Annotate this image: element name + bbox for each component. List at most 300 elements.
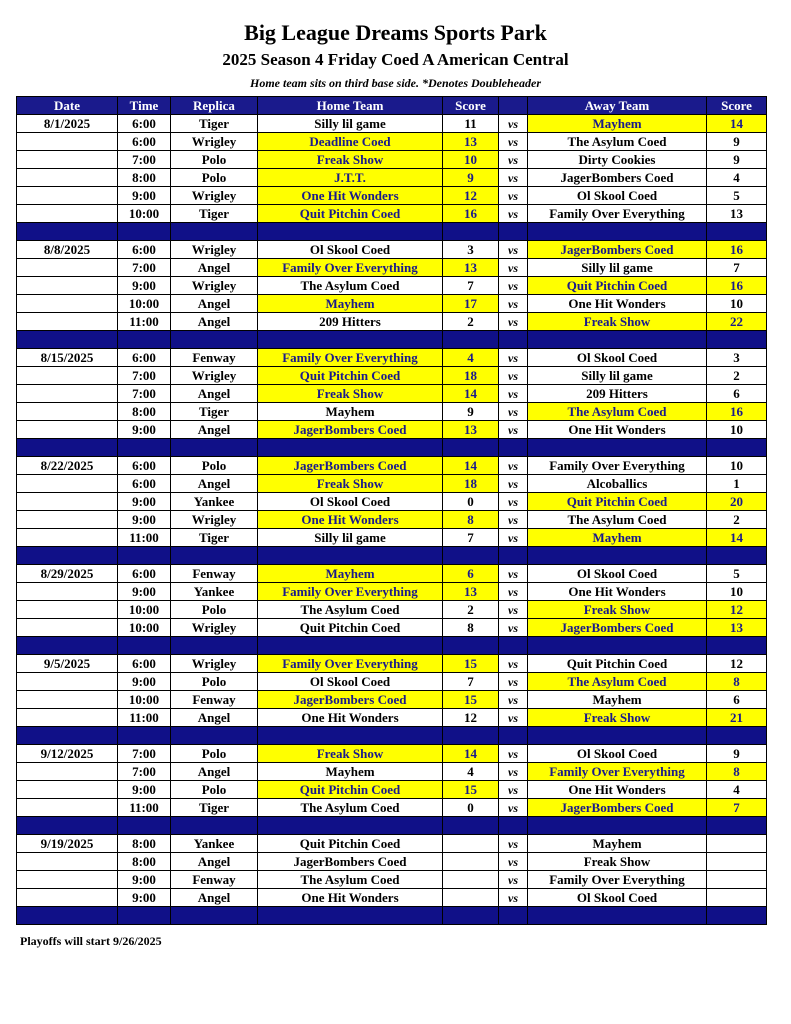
game-replica: Yankee xyxy=(171,583,258,601)
game-time: 7:00 xyxy=(118,367,171,385)
col-header-time: Time xyxy=(118,97,171,115)
col-header-home-team: Home Team xyxy=(258,97,443,115)
home-team: Family Over Everything xyxy=(258,655,443,673)
vs-label: vs xyxy=(499,313,528,331)
table-row xyxy=(17,241,767,259)
away-team: Silly lil game xyxy=(528,367,707,385)
home-score: 14 xyxy=(443,385,499,403)
away-team: Ol Skool Coed xyxy=(528,349,707,367)
separator-cell xyxy=(171,331,258,349)
away-score: 10 xyxy=(707,457,767,475)
home-score: 8 xyxy=(443,619,499,637)
away-score: 8 xyxy=(707,763,767,781)
separator-cell xyxy=(17,637,118,655)
away-team: Dirty Cookies xyxy=(528,151,707,169)
table-row xyxy=(17,673,767,691)
game-date: 8/8/2025 xyxy=(17,241,118,259)
game-date xyxy=(17,871,118,889)
game-replica: Angel xyxy=(171,763,258,781)
home-score: 13 xyxy=(443,583,499,601)
vs-label: vs xyxy=(499,403,528,421)
game-date: 9/5/2025 xyxy=(17,655,118,673)
game-replica: Polo xyxy=(171,169,258,187)
game-date xyxy=(17,583,118,601)
game-replica: Wrigley xyxy=(171,277,258,295)
game-replica: Fenway xyxy=(171,691,258,709)
home-team: The Asylum Coed xyxy=(258,601,443,619)
table-row xyxy=(17,835,767,853)
home-score: 17 xyxy=(443,295,499,313)
home-score: 2 xyxy=(443,313,499,331)
home-score: 2 xyxy=(443,601,499,619)
game-time: 9:00 xyxy=(118,673,171,691)
game-replica: Polo xyxy=(171,781,258,799)
table-row xyxy=(17,511,767,529)
game-date xyxy=(17,853,118,871)
separator-cell xyxy=(171,907,258,925)
game-time: 7:00 xyxy=(118,745,171,763)
game-replica: Angel xyxy=(171,889,258,907)
table-row xyxy=(17,187,767,205)
away-team: Ol Skool Coed xyxy=(528,187,707,205)
separator-cell xyxy=(707,547,767,565)
game-date xyxy=(17,709,118,727)
away-team: Silly lil game xyxy=(528,259,707,277)
game-time: 10:00 xyxy=(118,295,171,313)
vs-label: vs xyxy=(499,673,528,691)
away-team: Freak Show xyxy=(528,601,707,619)
vs-label: vs xyxy=(499,493,528,511)
separator-cell xyxy=(118,637,171,655)
week-separator xyxy=(17,727,767,745)
separator-cell xyxy=(17,331,118,349)
away-team: Mayhem xyxy=(528,529,707,547)
vs-label: vs xyxy=(499,421,528,439)
separator-cell xyxy=(17,727,118,745)
home-team: Quit Pitchin Coed xyxy=(258,619,443,637)
game-replica: Polo xyxy=(171,601,258,619)
table-row xyxy=(17,601,767,619)
away-team: The Asylum Coed xyxy=(528,673,707,691)
home-score: 4 xyxy=(443,349,499,367)
vs-label: vs xyxy=(499,709,528,727)
game-time: 6:00 xyxy=(118,115,171,133)
game-replica: Angel xyxy=(171,421,258,439)
vs-label: vs xyxy=(499,691,528,709)
game-replica: Angel xyxy=(171,475,258,493)
game-date xyxy=(17,295,118,313)
away-score: 9 xyxy=(707,745,767,763)
home-score xyxy=(443,835,499,853)
home-score: 0 xyxy=(443,493,499,511)
schedule-note: Home team sits on third base side. *Denotes Doubleheader xyxy=(250,76,541,90)
separator-cell xyxy=(118,331,171,349)
vs-label: vs xyxy=(499,385,528,403)
separator-cell xyxy=(707,331,767,349)
away-score: 10 xyxy=(707,295,767,313)
table-row xyxy=(17,313,767,331)
home-team: Silly lil game xyxy=(258,529,443,547)
home-team: Mayhem xyxy=(258,295,443,313)
table-row xyxy=(17,619,767,637)
game-time: 7:00 xyxy=(118,385,171,403)
game-time: 9:00 xyxy=(118,583,171,601)
home-score: 13 xyxy=(443,421,499,439)
vs-label: vs xyxy=(499,781,528,799)
home-score xyxy=(443,889,499,907)
home-score: 14 xyxy=(443,745,499,763)
separator-cell xyxy=(171,439,258,457)
away-team: Ol Skool Coed xyxy=(528,745,707,763)
separator-cell xyxy=(499,817,528,835)
game-replica: Fenway xyxy=(171,871,258,889)
table-row xyxy=(17,367,767,385)
game-date xyxy=(17,187,118,205)
table-row xyxy=(17,475,767,493)
game-time: 11:00 xyxy=(118,799,171,817)
vs-label: vs xyxy=(499,601,528,619)
game-time: 7:00 xyxy=(118,763,171,781)
game-time: 6:00 xyxy=(118,457,171,475)
home-team: Quit Pitchin Coed xyxy=(258,367,443,385)
vs-label: vs xyxy=(499,889,528,907)
game-time: 11:00 xyxy=(118,313,171,331)
home-score xyxy=(443,871,499,889)
table-row xyxy=(17,565,767,583)
separator-cell xyxy=(258,637,443,655)
page-title: Big League Dreams Sports Park xyxy=(244,20,547,45)
game-date: 9/19/2025 xyxy=(17,835,118,853)
separator-cell xyxy=(528,331,707,349)
separator-cell xyxy=(528,439,707,457)
separator-cell xyxy=(707,727,767,745)
separator-cell xyxy=(443,907,499,925)
home-score: 18 xyxy=(443,475,499,493)
away-team: 209 Hitters xyxy=(528,385,707,403)
game-replica: Angel xyxy=(171,313,258,331)
table-row xyxy=(17,115,767,133)
away-score: 13 xyxy=(707,205,767,223)
separator-cell xyxy=(258,223,443,241)
game-replica: Fenway xyxy=(171,349,258,367)
separator-cell xyxy=(707,637,767,655)
home-team: JagerBombers Coed xyxy=(258,691,443,709)
home-team: Ol Skool Coed xyxy=(258,673,443,691)
game-date xyxy=(17,151,118,169)
away-score: 4 xyxy=(707,169,767,187)
game-time: 6:00 xyxy=(118,241,171,259)
home-team: Freak Show xyxy=(258,745,443,763)
game-date xyxy=(17,421,118,439)
separator-cell xyxy=(443,223,499,241)
separator-cell xyxy=(499,547,528,565)
home-score: 16 xyxy=(443,205,499,223)
game-replica: Tiger xyxy=(171,115,258,133)
away-score: 12 xyxy=(707,601,767,619)
separator-cell xyxy=(118,223,171,241)
col-header-vs xyxy=(499,97,528,115)
game-replica: Angel xyxy=(171,385,258,403)
away-team: Quit Pitchin Coed xyxy=(528,277,707,295)
away-team: One Hit Wonders xyxy=(528,781,707,799)
home-score: 18 xyxy=(443,367,499,385)
game-replica: Wrigley xyxy=(171,133,258,151)
game-time: 6:00 xyxy=(118,349,171,367)
game-date xyxy=(17,259,118,277)
home-score: 12 xyxy=(443,187,499,205)
col-header-away-score: Score xyxy=(707,97,767,115)
game-time: 7:00 xyxy=(118,259,171,277)
table-row xyxy=(17,583,767,601)
game-time: 11:00 xyxy=(118,709,171,727)
separator-cell xyxy=(499,907,528,925)
game-replica: Tiger xyxy=(171,403,258,421)
table-row xyxy=(17,655,767,673)
table-row xyxy=(17,133,767,151)
table-row xyxy=(17,151,767,169)
game-date xyxy=(17,385,118,403)
week-separator xyxy=(17,439,767,457)
home-team: Family Over Everything xyxy=(258,583,443,601)
table-row xyxy=(17,763,767,781)
vs-label: vs xyxy=(499,169,528,187)
vs-label: vs xyxy=(499,295,528,313)
home-score: 12 xyxy=(443,709,499,727)
separator-cell xyxy=(443,817,499,835)
home-score: 8 xyxy=(443,511,499,529)
separator-cell xyxy=(443,331,499,349)
away-team: One Hit Wonders xyxy=(528,583,707,601)
away-team: One Hit Wonders xyxy=(528,421,707,439)
page-subtitle: 2025 Season 4 Friday Coed A American Central xyxy=(222,50,569,69)
away-team: JagerBombers Coed xyxy=(528,241,707,259)
vs-label: vs xyxy=(499,835,528,853)
game-time: 10:00 xyxy=(118,601,171,619)
separator-cell xyxy=(528,817,707,835)
home-team: Ol Skool Coed xyxy=(258,493,443,511)
home-team: The Asylum Coed xyxy=(258,277,443,295)
vs-label: vs xyxy=(499,349,528,367)
separator-cell xyxy=(499,637,528,655)
vs-label: vs xyxy=(499,583,528,601)
table-row xyxy=(17,295,767,313)
away-score: 13 xyxy=(707,619,767,637)
separator-cell xyxy=(171,547,258,565)
away-team: Freak Show xyxy=(528,709,707,727)
game-time: 8:00 xyxy=(118,853,171,871)
game-date xyxy=(17,529,118,547)
table-row xyxy=(17,259,767,277)
separator-cell xyxy=(258,439,443,457)
home-score: 7 xyxy=(443,277,499,295)
away-score xyxy=(707,853,767,871)
away-team: Ol Skool Coed xyxy=(528,889,707,907)
game-time: 9:00 xyxy=(118,493,171,511)
away-score: 3 xyxy=(707,349,767,367)
home-score: 15 xyxy=(443,691,499,709)
home-team: Mayhem xyxy=(258,763,443,781)
home-team: Quit Pitchin Coed xyxy=(258,781,443,799)
game-time: 9:00 xyxy=(118,889,171,907)
home-team: Deadline Coed xyxy=(258,133,443,151)
away-score: 21 xyxy=(707,709,767,727)
away-team: Family Over Everything xyxy=(528,871,707,889)
home-score: 10 xyxy=(443,151,499,169)
separator-cell xyxy=(528,223,707,241)
vs-label: vs xyxy=(499,187,528,205)
home-score: 9 xyxy=(443,403,499,421)
home-score: 11 xyxy=(443,115,499,133)
table-row xyxy=(17,781,767,799)
vs-label: vs xyxy=(499,745,528,763)
game-time: 6:00 xyxy=(118,655,171,673)
game-replica: Tiger xyxy=(171,799,258,817)
separator-cell xyxy=(443,637,499,655)
away-score: 16 xyxy=(707,403,767,421)
col-header-replica: Replica xyxy=(171,97,258,115)
separator-cell xyxy=(118,547,171,565)
away-score: 16 xyxy=(707,277,767,295)
game-date xyxy=(17,763,118,781)
table-row xyxy=(17,421,767,439)
schedule-body xyxy=(17,115,767,925)
vs-label: vs xyxy=(499,565,528,583)
game-date: 9/12/2025 xyxy=(17,745,118,763)
away-team: Quit Pitchin Coed xyxy=(528,655,707,673)
game-time: 10:00 xyxy=(118,691,171,709)
away-score: 9 xyxy=(707,133,767,151)
separator-cell xyxy=(17,547,118,565)
vs-label: vs xyxy=(499,529,528,547)
game-time: 9:00 xyxy=(118,511,171,529)
table-row xyxy=(17,709,767,727)
col-header-date: Date xyxy=(17,97,118,115)
game-date xyxy=(17,403,118,421)
vs-label: vs xyxy=(499,205,528,223)
week-separator xyxy=(17,817,767,835)
game-time: 6:00 xyxy=(118,133,171,151)
vs-label: vs xyxy=(499,151,528,169)
home-team: Mayhem xyxy=(258,403,443,421)
table-row xyxy=(17,457,767,475)
week-separator xyxy=(17,907,767,925)
separator-cell xyxy=(528,637,707,655)
away-team: Alcoballics xyxy=(528,475,707,493)
away-score: 14 xyxy=(707,529,767,547)
vs-label: vs xyxy=(499,367,528,385)
away-team: Mayhem xyxy=(528,691,707,709)
table-row xyxy=(17,169,767,187)
game-replica: Wrigley xyxy=(171,367,258,385)
game-time: 10:00 xyxy=(118,205,171,223)
vs-label: vs xyxy=(499,259,528,277)
game-replica: Polo xyxy=(171,745,258,763)
game-replica: Tiger xyxy=(171,205,258,223)
away-score: 10 xyxy=(707,583,767,601)
vs-label: vs xyxy=(499,871,528,889)
home-team: One Hit Wonders xyxy=(258,889,443,907)
game-replica: Angel xyxy=(171,709,258,727)
away-team: Mayhem xyxy=(528,115,707,133)
game-replica: Yankee xyxy=(171,835,258,853)
away-score xyxy=(707,871,767,889)
home-team: Family Over Everything xyxy=(258,259,443,277)
week-separator xyxy=(17,223,767,241)
table-row xyxy=(17,871,767,889)
game-date xyxy=(17,493,118,511)
game-time: 9:00 xyxy=(118,871,171,889)
separator-cell xyxy=(443,547,499,565)
vs-label: vs xyxy=(499,853,528,871)
away-team: Family Over Everything xyxy=(528,763,707,781)
away-score: 20 xyxy=(707,493,767,511)
separator-cell xyxy=(258,817,443,835)
separator-cell xyxy=(499,331,528,349)
away-score: 22 xyxy=(707,313,767,331)
game-date xyxy=(17,133,118,151)
week-separator xyxy=(17,331,767,349)
separator-cell xyxy=(171,637,258,655)
game-date xyxy=(17,691,118,709)
separator-cell xyxy=(499,223,528,241)
separator-cell xyxy=(118,439,171,457)
table-row xyxy=(17,493,767,511)
home-team: Freak Show xyxy=(258,151,443,169)
separator-cell xyxy=(258,547,443,565)
home-score: 15 xyxy=(443,781,499,799)
separator-cell xyxy=(171,223,258,241)
away-team: The Asylum Coed xyxy=(528,511,707,529)
game-time: 8:00 xyxy=(118,835,171,853)
away-team: The Asylum Coed xyxy=(528,403,707,421)
game-date: 8/22/2025 xyxy=(17,457,118,475)
week-separator xyxy=(17,547,767,565)
game-replica: Wrigley xyxy=(171,187,258,205)
away-score: 4 xyxy=(707,781,767,799)
home-team: The Asylum Coed xyxy=(258,871,443,889)
game-replica: Wrigley xyxy=(171,655,258,673)
separator-cell xyxy=(528,547,707,565)
separator-cell xyxy=(17,907,118,925)
game-replica: Angel xyxy=(171,853,258,871)
home-team: Ol Skool Coed xyxy=(258,241,443,259)
game-time: 8:00 xyxy=(118,403,171,421)
home-team: One Hit Wonders xyxy=(258,187,443,205)
home-team: Freak Show xyxy=(258,385,443,403)
vs-label: vs xyxy=(499,655,528,673)
game-replica: Wrigley xyxy=(171,619,258,637)
away-team: Family Over Everything xyxy=(528,457,707,475)
away-score: 12 xyxy=(707,655,767,673)
away-team: One Hit Wonders xyxy=(528,295,707,313)
col-header-home-score: Score xyxy=(443,97,499,115)
game-replica: Angel xyxy=(171,295,258,313)
game-time: 9:00 xyxy=(118,187,171,205)
game-date xyxy=(17,619,118,637)
table-row xyxy=(17,277,767,295)
home-team: Quit Pitchin Coed xyxy=(258,205,443,223)
separator-cell xyxy=(707,817,767,835)
separator-cell xyxy=(443,439,499,457)
away-score xyxy=(707,835,767,853)
game-replica: Polo xyxy=(171,457,258,475)
table-header-row xyxy=(17,97,767,115)
separator-cell xyxy=(258,907,443,925)
separator-cell xyxy=(258,331,443,349)
vs-label: vs xyxy=(499,475,528,493)
separator-cell xyxy=(528,907,707,925)
away-team: The Asylum Coed xyxy=(528,133,707,151)
